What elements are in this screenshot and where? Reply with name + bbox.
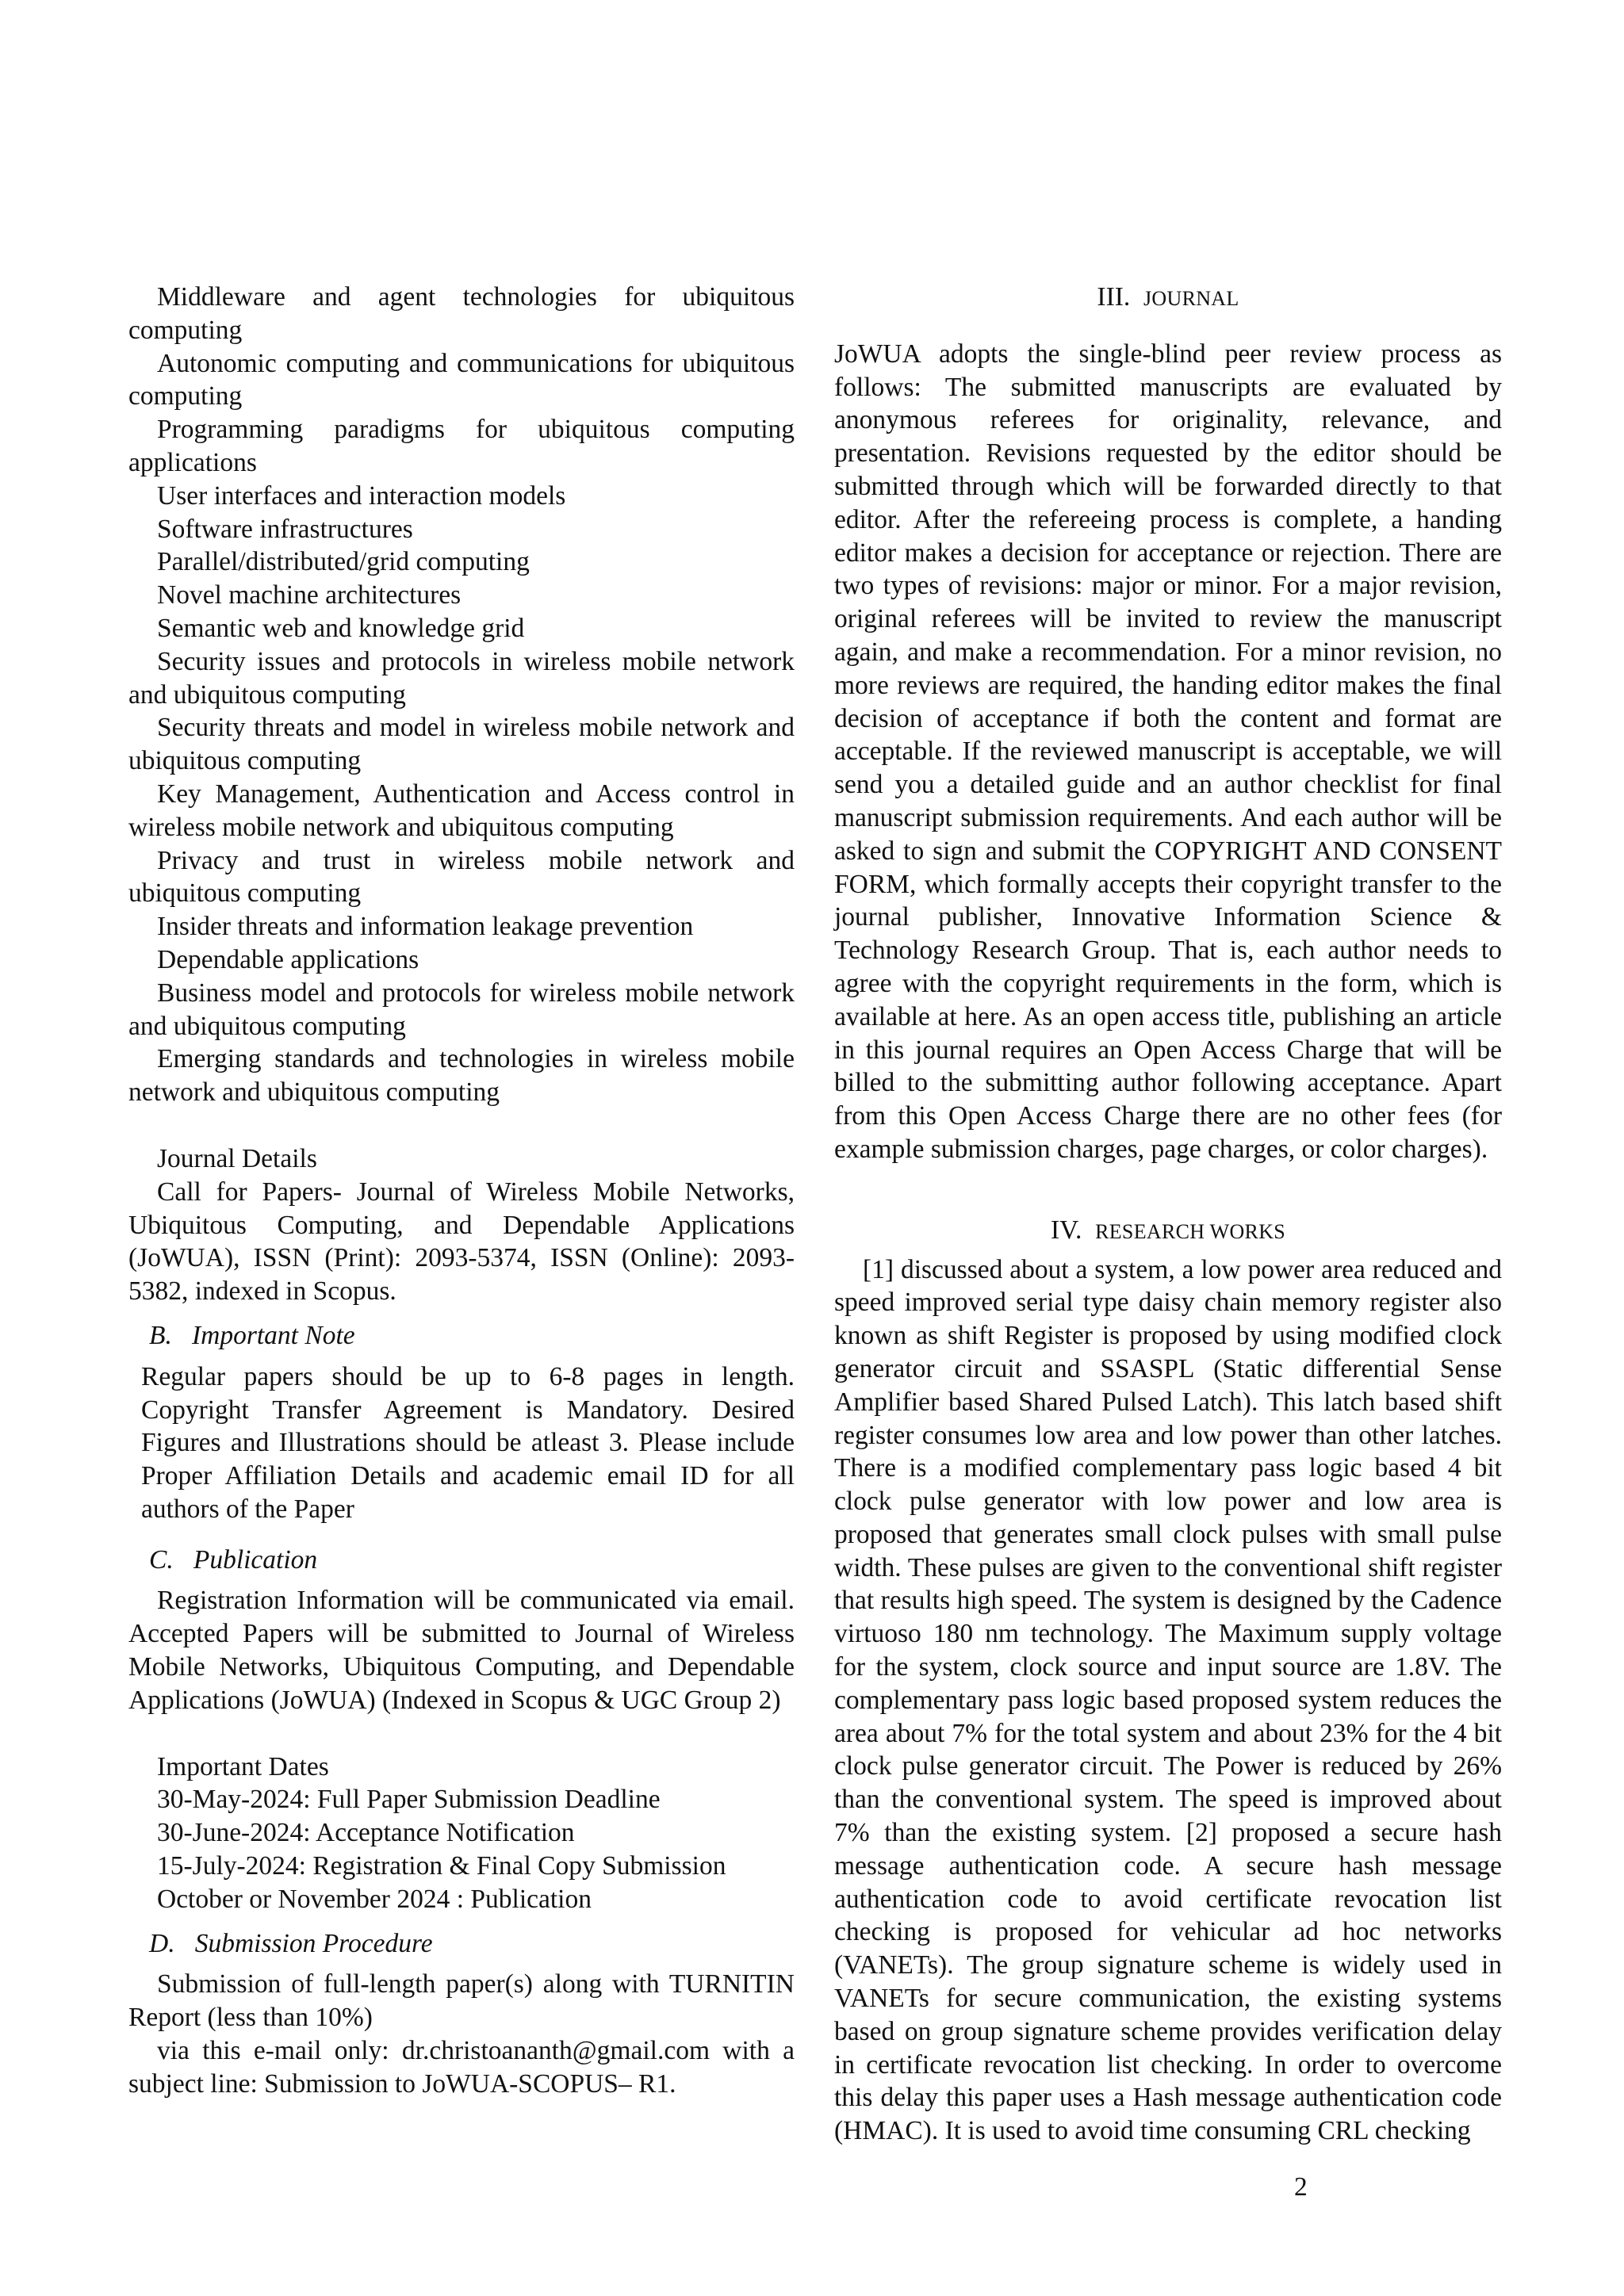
section-b-heading: B. Important Note [149,1320,355,1350]
topic-item: Business model and protocols for wireless mobile network and ubiquitous computing [128,978,795,1041]
topic-item: Autonomic computing and communications for ubiquitous computing [128,348,795,411]
topic-item: Security issues and protocols in wireless mobile network and ubiquitous computing [128,646,795,710]
topic-item: Key Management, Authentication and Access control in wireless mobile network and ubiquitous computing [128,779,795,842]
left-column [128,281,795,2101]
topic-item: Dependable applications [157,944,419,974]
date-item: October or November 2024 : Publication [157,1884,592,1914]
section-iv-text: [1] discussed about a system, a low power area reduced and speed improved serial type daisy chain memory register also known as shift Register is proposed by using modified clock generator circuit and SSASPL (Static differential Sense Amplifier based Shared Pulsed Latch). This latch based shift register consumes low area and low power than other latches. There is a modified complementary pass logic based 4 bit clock pulse generator with low power and low area is proposed that generates small clock pulses with small pulse width. These pulses are given to the conventional shift register that results high speed. The system is designed by the Cadence virtuoso 180 nm technology. The Maximum supply voltage for the system, clock source and input source are 1.8V. The complementary pass logic based proposed system reduces the area about 7% for the total system and about 23% for the 4 bit clock pulse generator circuit. The Power is reduced by 26% than the conventional system. The speed is improved about 7% than the existing system. [2] proposed a secure hash message authentication code. A secure hash message authentication code to avoid certificate revocation list checking is proposed for vehicular ad hoc networks (VANETs). The group signature scheme is widely used in VANETs for secure communication, the existing systems based on group signature scheme provides verification delay in certificate revocation list checking. In order to overcome this delay this paper uses a Hash message authentication code (HMAC). It is used to avoid time consuming CRL checking [834,1254,1502,2146]
topic-item: Emerging standards and technologies in wireless mobile network and ubiquitous computing [128,1044,795,1108]
topic-item: Programming paradigms for ubiquitous computing applications [128,415,795,477]
topic-item: Semantic web and knowledge grid [157,613,525,643]
section-iii-text: JoWUA adopts the single-blind peer review process as follows: The submitted manuscripts are evaluated by anonymous referees for originality, relevance, and presentation. Revisions requested by the editor should be submitted through which will be forwarded directly to that editor. After the refereeing process is complete, a handing editor makes a decision for acceptance or rejection. There are two types of revisions: major or minor. For a major revision, original referees will be invited to review the manuscript again, and make a recommendation. For a minor revision, no more reviews are required, the handing editor makes the final decision of acceptance if both the content and format are acceptable. If the reviewed manuscript is acceptable, we will send you a detailed guide and an author checklist for final manuscript submission requirements. And each author will be asked to sign and submit the COPYRIGHT AND CONSENT FORM, which formally accepts their copyright transfer to the journal publisher, Innovative Information Science & Technology Research Group. That is, each author needs to agree with the copyright requirements in the form, which is available at here. As an open access title, publishing an article in this journal requires an Open Access Charge that will be billed to the submitting author following acceptance. Apart from this Open Access Charge there are no other fees (for example submission charges, page charges, or color charges). [834,339,1502,1164]
topic-item: Novel machine architectures [157,580,462,610]
topics-list [128,281,795,1109]
topic-item: Software infrastructures [157,514,413,544]
journal-details-label: Journal Details [157,1143,317,1173]
topic-item: Parallel/distributed/grid computing [157,547,530,577]
right-column [834,281,1502,2148]
section-d-text-2: via this e-mail only: dr.christoananth@gmail.com with a subject line: Submission to JoWUA-SCOPUS– R1. [128,2036,795,2099]
date-item: 30-May-2024: Full Paper Submission Deadline [157,1785,661,1815]
topic-item: Security threats and model in wireless mobile network and ubiquitous computing [128,713,795,776]
journal-details-text: Call for Papers- Journal of Wireless Mobile Networks, Ubiquitous Computing, and Dependable Applications (JoWUA), ISSN (Print): 2093-5374, ISSN (Online): 2093-5382, indexed in Scopus. [128,1177,795,1307]
section-c-heading: C. Publication [149,1544,318,1575]
section-d-heading: D. Submission Procedure [149,1928,433,1958]
topic-item: Middleware and agent technologies for ubiquitous computing [128,282,795,345]
section-d-text-1: Submission of full-length paper(s) along with TURNITIN Report (less than 10%) [128,1969,795,2033]
section-iii-heading: III. JOURNAL [1097,282,1239,312]
topic-item: Privacy and trust in wireless mobile network and ubiquitous computing [128,845,795,909]
date-item: 15-July-2024: Registration & Final Copy Submission [157,1851,726,1881]
section-b-text: Regular papers should be up to 6-8 pages in length. Copyright Transfer Agreement is Mandatory. Desired Figures and Illustrations should be atleast 3. Please include Proper Affiliation Details and academic email ID for all authors of the Paper [141,1361,795,1524]
important-dates-label: Important Dates [157,1751,329,1781]
section-c-text: Registration Information will be communicated via email. Accepted Papers will be submitted to Journal of Wireless Mobile Networks, Ubiquitous Computing, and Dependable Applications (JoWUA) (Indexed in Scopus & UGC Group 2) [128,1586,795,1715]
section-iv-heading: IV. RESEARCH WORKS [1050,1215,1286,1245]
topic-item: Insider threats and information leakage prevention [157,912,694,942]
page-number: 2 [1294,2172,1308,2202]
topic-item: User interfaces and interaction models [157,480,566,511]
date-item: 30-June-2024: Acceptance Notification [157,1818,575,1848]
